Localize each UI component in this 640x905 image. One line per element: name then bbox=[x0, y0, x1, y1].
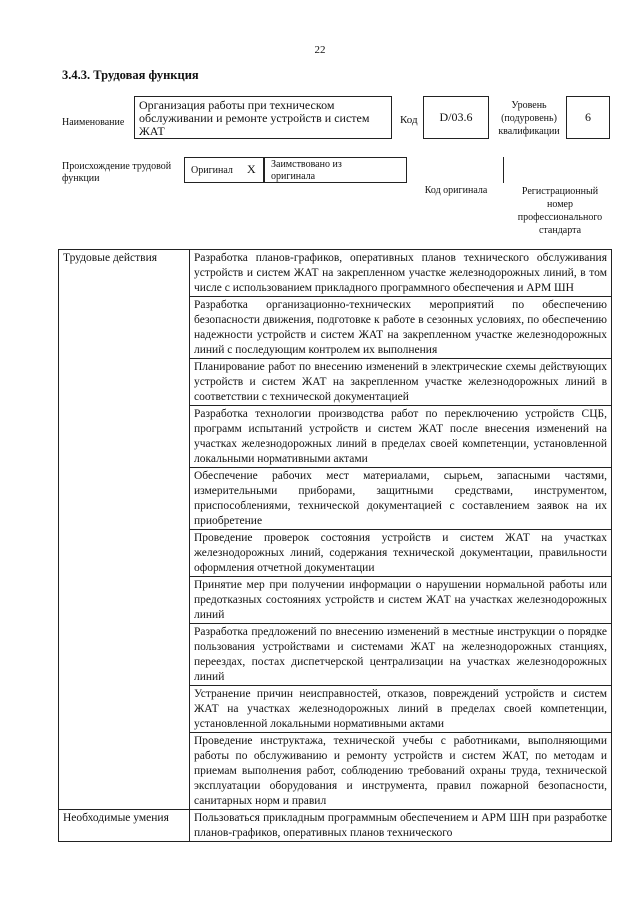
reg-number-caption: Регистрационный номер профессионального стандарта bbox=[517, 186, 603, 236]
table-row bbox=[59, 250, 612, 297]
borrowed-label: Заимствовано из оригинала bbox=[271, 159, 342, 182]
page-number: 22 bbox=[314, 44, 326, 56]
labor-action-item: Разработка технологии производства работ по переключению устройств СЦБ, программ испытаний устройств и систем ЖАТ после внесения изменений на участках железнодорожных линий в пределах своей компетенции, установленной локальными нормативными актами bbox=[190, 406, 612, 468]
labor-action-item: Проведение инструктажа, технической учебы с работниками, выполняющими работы по обслуживанию и ремонту устройств и систем ЖАТ, по методам и приемам выполнения работ, соблюдению требований охраны труда, технической эксплуатации оборудования и инструмента, правил пожарной безопасности, санитарных норм и правил bbox=[190, 733, 612, 810]
labor-function-table bbox=[58, 249, 612, 842]
code-original-cell bbox=[406, 157, 504, 183]
labor-action-item: Разработка организационно-технических мероприятий по обеспечению безопасности движения, подготовке к работе в сезонных условиях, по обеспечению надежности устройств и систем ЖАТ на закрепленном участке железнодорожных линий с последующим контролем их выполнения bbox=[190, 297, 612, 359]
required-skills-header: Необходимые умения bbox=[59, 810, 190, 842]
code-original-caption: Код оригинала bbox=[424, 185, 488, 196]
qualification-level-field: 6 bbox=[566, 96, 610, 139]
labor-action-item: Разработка планов-графиков, оперативных планов технического обслуживания устройств и систем ЖАТ на закрепленном участке железнодорожных линий, в том числе с использованием прикладного программного обеспечения и АРМ ШН bbox=[190, 250, 612, 297]
labor-action-item: Обеспечение рабочих мест материалами, сырьем, запасными частями, измерительными приборами, защитными средствами, инструментом, приспособлениями, технической документацией с составлением заявок на их приобретение bbox=[190, 468, 612, 530]
labor-action-item: Проведение проверок состояния устройств и систем ЖАТ на участках железнодорожных линий, содержания технической документации, правильности оформления отчетной документации bbox=[190, 530, 612, 577]
labor-actions-header: Трудовые действия bbox=[59, 250, 190, 810]
section-title: 3.4.3. Трудовая функция bbox=[62, 68, 199, 82]
origin-label: Происхождение трудовой функции bbox=[62, 161, 172, 184]
original-mark: X bbox=[247, 162, 256, 176]
original-label: Оригинал bbox=[191, 165, 233, 176]
original-cell bbox=[184, 157, 264, 183]
name-label: Наименование bbox=[62, 117, 125, 128]
labor-action-item: Разработка предложений по внесению изменений в местные инструкции о порядке пользования устройствами и системами ЖАТ на железнодорожных станциях, переездах, постах диспетчерской централизации на участках железнодорожных линий bbox=[190, 624, 612, 686]
level-label: Уровень (подуровень) квалификации bbox=[498, 100, 560, 137]
function-code-field: D/03.6 bbox=[423, 96, 489, 139]
labor-action-item: Устранение причин неисправностей, отказов, повреждений устройств и систем ЖАТ на участках железнодорожных линий в пределах своей компетенции, установленной локальными нормативными актами bbox=[190, 686, 612, 733]
labor-action-item: Принятие мер при получении информации о нарушении нормальной работы или предотказных состояниях устройств и систем ЖАТ на участках железнодорожных линий bbox=[190, 577, 612, 624]
labor-action-item: Планирование работ по внесению изменений в электрические схемы действующих устройств и систем ЖАТ на закрепленном участке железнодорожных линий в соответствии с технической документацией bbox=[190, 359, 612, 406]
table-row bbox=[59, 810, 612, 842]
code-label: Код bbox=[400, 114, 418, 126]
borrowed-cell bbox=[264, 157, 406, 183]
skill-item: Пользоваться прикладным программным обеспечением и АРМ ШН при разработке планов-графиков, оперативных планов технического bbox=[190, 810, 612, 842]
function-name-field: Организация работы при техническом обслуживании и ремонте устройств и систем ЖАТ bbox=[134, 96, 392, 139]
